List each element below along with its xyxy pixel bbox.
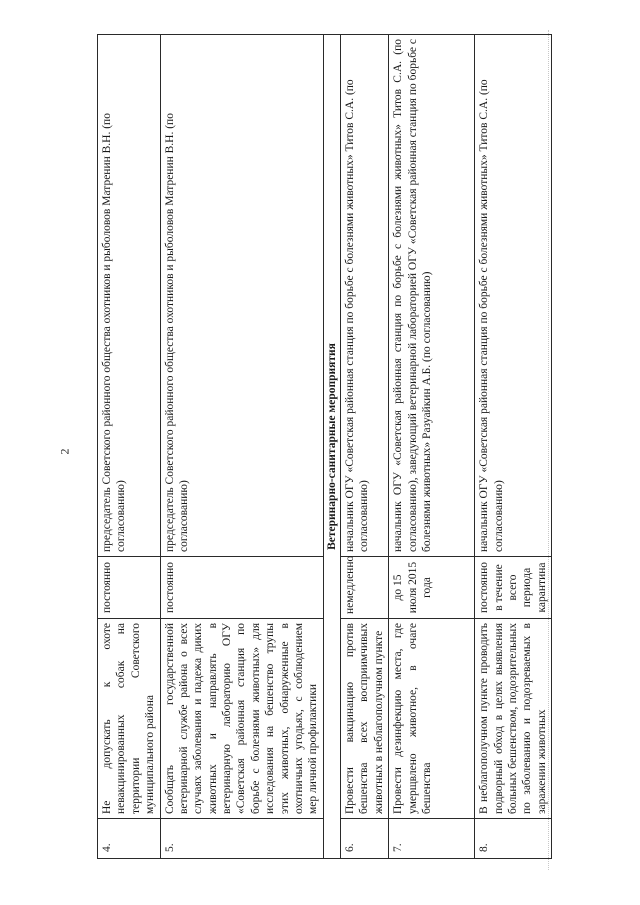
row-number: 4. (98, 819, 161, 859)
action-cell: Провести дезинфекцию места, где умерщвлено животное, в очаге бешенства (389, 619, 475, 819)
section-header-row (323, 35, 340, 859)
row-number: 6. (341, 819, 389, 859)
page-number: 2 (57, 448, 72, 455)
table-row (475, 35, 552, 859)
section-title: Ветеринарно-санитарные мероприятия (323, 35, 340, 859)
responsible-cell: начальник ОГУ «Советская районная станция по борьбе с болезнями животных» Титов С.А. (по согласованию), заведующий ветеринарной лабораторией ОГУ «Советская районная станция по борьбе с болезнями животных» Разуайкин А.Б. (по согласованию) (389, 35, 475, 557)
table-row (341, 35, 389, 859)
action-cell: В неблагополучном пункте проводить подворный обход в целях выявления больных бешенством, подозрительных по заболеванию и подозреваемых в заражении животных (475, 619, 552, 819)
term-cell: немедленно (341, 557, 389, 619)
action-cell: Сообщать государственной ветеринарной службе района о всех случаях заболевания и падежа диких животных и направлять в ветеринарную лабораторию ОГУ «Советская районная станция по борьбе с болезнями животных» для исследования на бешенство трупы этих животных, обнаруженные в охотничьих угодьях, с соблюдением мер личной профилактики (160, 619, 323, 819)
table-row (160, 35, 323, 859)
responsible-cell: начальник ОГУ «Советская районная станция по борьбе с болезнями животных» Титов С.А. (по согласованию) (475, 35, 552, 557)
term-cell: до 15 июля 2015 года (389, 557, 475, 619)
responsible-cell: председатель Советского районного общества охотников и рыболовов Матренин В.Н. (по согласованию) (160, 35, 323, 557)
term-cell: постоянно (160, 557, 323, 619)
responsible-cell: начальник ОГУ «Советская районная станция по борьбе с болезнями животных» Титов С.А. (по согласованию) (341, 35, 389, 557)
table-row (98, 35, 161, 859)
row-number: 8. (475, 819, 552, 859)
term-cell: постоянно в течение всего периода карантина (475, 557, 552, 619)
action-cell: Не допускать к охоте невакцинированных собак на территории Советского муниципального района (98, 619, 161, 819)
rotated-table-sheet (97, 35, 548, 859)
row-number: 5. (160, 819, 323, 859)
row-number: 7. (389, 819, 475, 859)
action-cell: Провести вакцинацию против бешенства всех восприимчивых животных в неблагополучном пункте (341, 619, 389, 819)
table-row (389, 35, 475, 859)
term-cell: постоянно (98, 557, 161, 619)
responsible-cell: председатель Советского районного общества охотников и рыболовов Матренин В.Н. (по согласованию) (98, 35, 161, 557)
measures-table (97, 34, 552, 859)
